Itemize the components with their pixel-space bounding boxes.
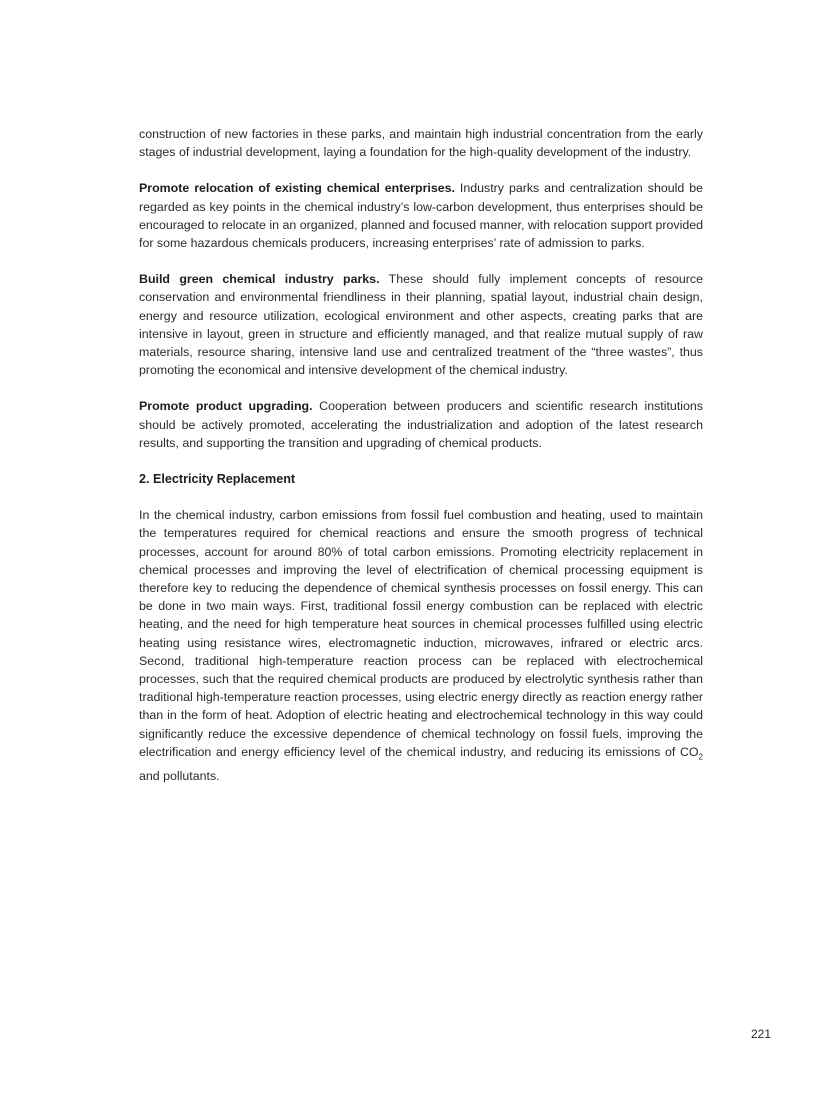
relocation-lead: Promote relocation of existing chemical enterprises. <box>139 181 455 196</box>
green-parks-body: These should fully implement concepts of resource conservation and environmental friendliness in their planning, spatial layout, industrial chain design, energy and resource utilization, ecological environment and other aspects, creating parks that are intensive in layout, green in structure and efficiently managed, and that realize mutual supply of raw materials, resource sharing, intensive land use and centralized treatment of the “three wastes”, thus promoting the economical and intensive development of the chemical industry. <box>139 272 704 378</box>
upgrading-body: Cooperation between producers and scientific research institutions should be actively promoted, accelerating the industrialization and adoption of the latest research results, and supporting the transition and upgrading of chemical products. <box>139 399 703 450</box>
section-heading: 2. Electricity Replacement <box>139 472 296 487</box>
green-parks-paragraph <box>139 270 703 379</box>
intro-paragraph: construction of new factories in these parks, and maintain high industrial concentration from the early stages of industrial development, laying a foundation for the high-quality development of the industry. <box>139 127 703 160</box>
upgrading-lead: Promote product upgrading. <box>139 399 313 414</box>
green-parks-lead: Build green chemical industry parks. <box>139 272 380 287</box>
page-body <box>139 125 703 803</box>
upgrading-paragraph <box>139 397 703 452</box>
electricity-paragraph <box>139 506 703 785</box>
electricity-body: In the chemical industry, carbon emissions from fossil fuel combustion and heating, used to maintain the temperatures required for chemical reactions and ensure the smooth progress of technical processes, account for around 80% of total carbon emissions. Promoting electricity replacement in chemical processes and improving the level of electrification of chemical processing equipment is therefore key to reducing the dependence of chemical synthesis processes on fossil energy. This can be done in two main ways. First, traditional fossil energy combustion can be replaced with electric heating, and the need for high temperature heat sources in chemical processes fulfilled using electric heating using resistance wires, electromagnetic induction, microwaves, infrared or electric arcs. Second, traditional high-temperature reaction process can be replaced with electrochemical processes, such that the required chemical products are produced by electrolytic synthesis rather than traditional high-temperature reaction processes, using electric energy directly as reaction energy rather than in the form of heat. Adoption of electric heating and electrochemical technology in this way could significantly reduce the excessive dependence of chemical technology on fossil fuels, improving the electrification and energy efficiency level of the chemical industry, and reducing its emissions of CO <box>139 508 703 759</box>
electricity-body-tail: and pollutants. <box>139 768 220 783</box>
relocation-body: Industry parks and centralization should be regarded as key points in the chemical industry’s low-carbon development, thus enterprises should be encouraged to relocate in an organized, planned and focused manner, with relocation support provided for some hazardous chemicals producers, increasing enterprises’ rate of admission to parks. <box>139 181 703 251</box>
relocation-paragraph <box>139 179 703 252</box>
page-number: 221 <box>750 1027 771 1041</box>
co2-subscript: 2 <box>698 752 703 762</box>
